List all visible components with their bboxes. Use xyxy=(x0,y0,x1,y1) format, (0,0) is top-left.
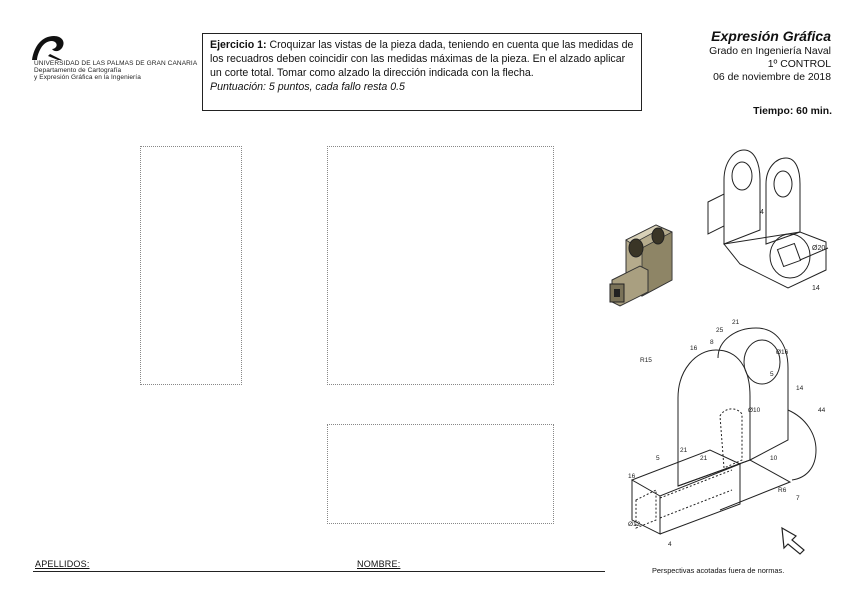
university-line-3: y Expresión Gráfica en la Ingeniería xyxy=(34,74,141,82)
drawing-note: Perspectivas acotadas fuera de normas. xyxy=(652,566,785,575)
dim-label-19: R6 xyxy=(778,487,787,494)
dim-label-17: 16 xyxy=(628,473,636,480)
perspective-drawing-section xyxy=(620,310,842,558)
degree-name: Grado en Ingeniería Naval xyxy=(709,46,831,57)
drawing-dim-2: 14 xyxy=(812,285,820,292)
shaded-part-render xyxy=(606,210,690,310)
side-view-box[interactable] xyxy=(140,146,242,385)
front-view-box[interactable] xyxy=(327,146,554,385)
dim-label-12: Ø10 xyxy=(748,407,761,414)
university-line-1: UNIVERSIDAD DE LAS PALMAS DE GRAN CANARIA xyxy=(34,60,198,67)
control-number: 1º CONTROL xyxy=(767,59,831,70)
exam-date: 06 de noviembre de 2018 xyxy=(713,72,831,83)
dim-label-8: R15 xyxy=(640,357,652,364)
dim-label-7: Ø16 xyxy=(776,349,789,356)
dim-label-21: 4 xyxy=(668,541,672,548)
top-view-box[interactable] xyxy=(327,424,554,524)
dim-label-10: 14 xyxy=(796,385,804,392)
university-name xyxy=(34,60,197,82)
dim-label-6: 16 xyxy=(690,345,698,352)
exercise-statement xyxy=(202,33,642,111)
name-label: NOMBRE: xyxy=(357,559,401,569)
perspective-drawing-1 xyxy=(700,140,836,300)
time-limit: Tiempo: 60 min. xyxy=(753,106,832,117)
view-direction-arrow-icon xyxy=(782,528,804,554)
drawing-dim-0: 4 xyxy=(760,209,764,216)
subject-title: Expresión Gráfica xyxy=(711,28,831,44)
dim-label-11: 44 xyxy=(818,407,826,414)
dim-label-15: 21 xyxy=(700,455,708,462)
dim-label-3: 21 xyxy=(732,319,740,326)
surname-label: APELLIDOS: xyxy=(35,559,90,569)
exercise-score: Puntuación: 5 puntos, cada fallo resta 0.5 xyxy=(210,81,405,93)
dim-label-4: 25 xyxy=(716,327,724,334)
exercise-text: Croquizar las vistas de la pieza dada, teniendo en cuenta que las medidas de los recuadros deben coincidir con las medidas máximas de la pieza. En el alzado aplicar un corte total. Tomar como alzado la dirección indicada con la flecha. xyxy=(210,39,634,79)
dim-label-5: 8 xyxy=(710,339,714,346)
dim-label-16: 10 xyxy=(770,455,778,462)
exam-header xyxy=(709,28,831,84)
dim-label-9: 5 xyxy=(770,371,774,378)
university-line-2: Departamento de Cartografía xyxy=(34,67,122,75)
ulpgc-logo-icon xyxy=(28,32,68,62)
dim-label-13: 21 xyxy=(680,447,688,454)
name-field-line[interactable] xyxy=(33,571,605,572)
dim-label-14: 5 xyxy=(656,455,660,462)
drawing-dim-1: Ø20 xyxy=(812,245,826,252)
dim-label-20: 7 xyxy=(796,495,800,502)
exercise-title: Ejercicio 1: xyxy=(210,39,267,51)
dim-label-18: Ø12 xyxy=(628,521,641,528)
university-logo xyxy=(28,32,198,92)
